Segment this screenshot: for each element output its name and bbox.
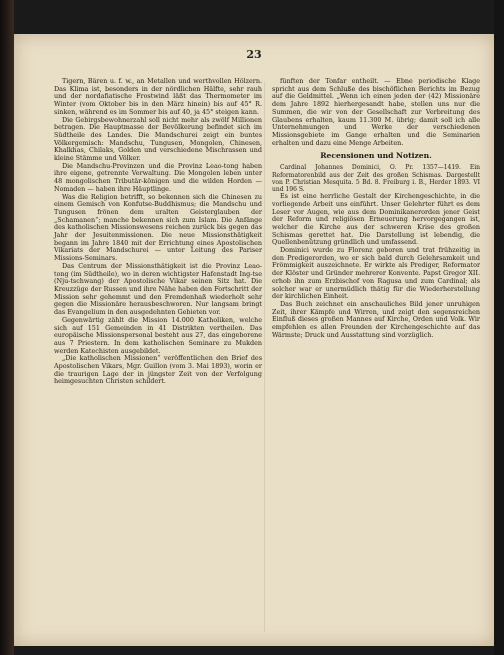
paragraph: fünften der Tonfar entheilt. — Ebne periodische Klage spricht aus dem Schluße des bischöflichen Berichts im Bezug auf die Geldmittel. „Wenn ich einen jeden der (42) Missionäre dem Jahre 1892 hierhergesandt habe, stellen uns nur die Summen, die wir von der Gesellschaft zur Verbreitung des Glaubens erhalten, kaum 11.300 M. übrig; damit soll ich alle Unternehmungen und Werke der verschiedenen Missionsgebiete im Gange erhalten und die Seminarien erhalten und dazu eine Menge Arbeiten. (272, 77, 480, 147)
scan-edge (494, 0, 504, 655)
paragraph: Tigern, Bären u. f. w., an Metallen und werthvollen Hölzern. Das Klima ist, besonders in der nördlichen Hälfte, sehr rauh und der nordafiatische Frostwind läßt das Thermometer im Winter (vom Oktober bis in den März hinein) bis auf 45° R. sinken, während es im Sommer bis auf 40, ja 45° steigen kann. (54, 77, 262, 116)
paragraph: Das Centrum der Missionsthätigkeit ist die Provinz Leao-tong (im Südtheile), wo in deren wichtigster Hafenstadt Ing-tse (Nju-tschwang) der Apostolische Vikar seinen Sitz hat. Die Kreuzzüge der Russen und ihre Nähe haben den Fortschritt der Mission sehr gehemmt und den Fremdenhaß wiederholt sehr gegen die Missionäre herausbeschworen. Nur langsam bringt das Evangelium in den ausgedehnten Gebieten vor. (54, 261, 262, 317)
paragraph: Es ist eine herrliche Gestalt der Kirchengeschichte, in die vorliegende Arbeit uns einführt. Unser Gelehrter führt es dem Leser vor Augen, wie aus dem Dominikanerorden jener Geist der Reform und religiösen Erneuerung hervorgegangen ist, welcher die Kirche aus der schweren Krise des großen Schismas gerettet hat. Die Darstellung ist lebendig, die Quellenbenützung gründlich und umfassend. (272, 192, 480, 247)
page-number: 23 (246, 48, 262, 61)
paragraph: Die Gebirgsbewohnerzahl soll nicht mehr als zwölf Millionen betragen. Die Hauptmasse der Bevölkerung befindet sich im Südtheile des Landes. Die Mandschurei zeigt ein buntes Völkergemisch: Mandschu, Tungusen, Mongolen, Chinesen, Khalkhas, Chilaks, Golden und verschiedene Mischrassen und kleine Stämme und Völker. (54, 115, 262, 163)
left-column (54, 78, 262, 386)
book-reference: Cardinal Johannes Dominici, O. Pr. 1357—1419. Ein Reformatorenbild aus der Zeit des großen Schismas. Dargestellt von P. Christian Mesquita. 5 Bd. 8. Freiburg i. B., Herder 1893. VI und 196 S. (272, 164, 480, 193)
book-page (14, 34, 494, 646)
paragraph: Die Mandschu-Provinzen und die Provinz Leao-tong haben ihre eigene, getrennte Verwaltung. Die Mongolen leben unter 48 mongolischen Tributär-königen und die wilden Horden — Nomaden — haben ihre Häuptlinge. (54, 161, 262, 193)
book-binding-shadow (0, 0, 14, 655)
paragraph: Dominici wurde zu Florenz geboren und trat frühzeitig in den Predigerorden, wo er sich bald durch Gelehrsamkeit und Frömmigkeit auszeichnete. Er wirkte als Prediger, Reformator der Klöster und Gründer mehrerer Konvente. Papst Gregor XII. erhob ihn zum Erzbischof von Ragusa und zum Cardinal; als solcher war er unermüdlich thätig für die Wiederherstellung der kirchlichen Einheit. (272, 246, 480, 301)
paragraph: „Die katholischen Missionen“ veröffentlichen den Brief des Apostolischen Vikars, Mgr. Guillon (vom 3. Mai 1893), worin er die traurigen Lage der in jüngster Zeit von der Verfolgung heimgesuchten Christen schildert. (54, 354, 262, 386)
column-gutter (264, 82, 265, 632)
paragraph: Gegenwärtig zählt die Mission 14.000 Katholiken, welche sich auf 151 Gemeinden in 41 Distrikten vertheilen. Das europäische Missionspersonal besteht aus 27, das eingeborene aus 7 Priestern. In dem katholischen Seminare zu Mukden werden Katechisten ausgebildet. (54, 315, 262, 355)
paragraph: Was die Religion betrifft, so bekennen sich die Chinesen zu einem Gemisch von Konfutse-Buddhismus; die Mandschu und Tungusen frönen dem uralten Geisterglauben der „Schamanen“; manche bekennen sich zum Islam. Die Anfänge des katholischen Missionswesens reichen zurück bis gegen das Jahr der Jesuitenmissionen. Die neue Missionsthätigkeit begann im Jahre 1840 mit der Errichtung eines Apostolischen Vikariats der Mandschurei — unter Leitung des Pariser Missions-Seminars. (54, 192, 262, 263)
right-column (272, 78, 480, 340)
section-heading: Recensionen und Notizen. (320, 151, 432, 161)
paragraph: Das Buch zeichnet ein anschauliches Bild jener unruhigen Zeit, ihrer Kämpfe und Wirren, und zeigt den segensreichen Einfluß dieses großen Mannes auf Kirche, Orden und Volk. Wir empfehlen es allen Freunden der Kirchengeschichte auf das Wärmste; Druck und Ausstattung sind vorzüglich. (272, 299, 480, 339)
